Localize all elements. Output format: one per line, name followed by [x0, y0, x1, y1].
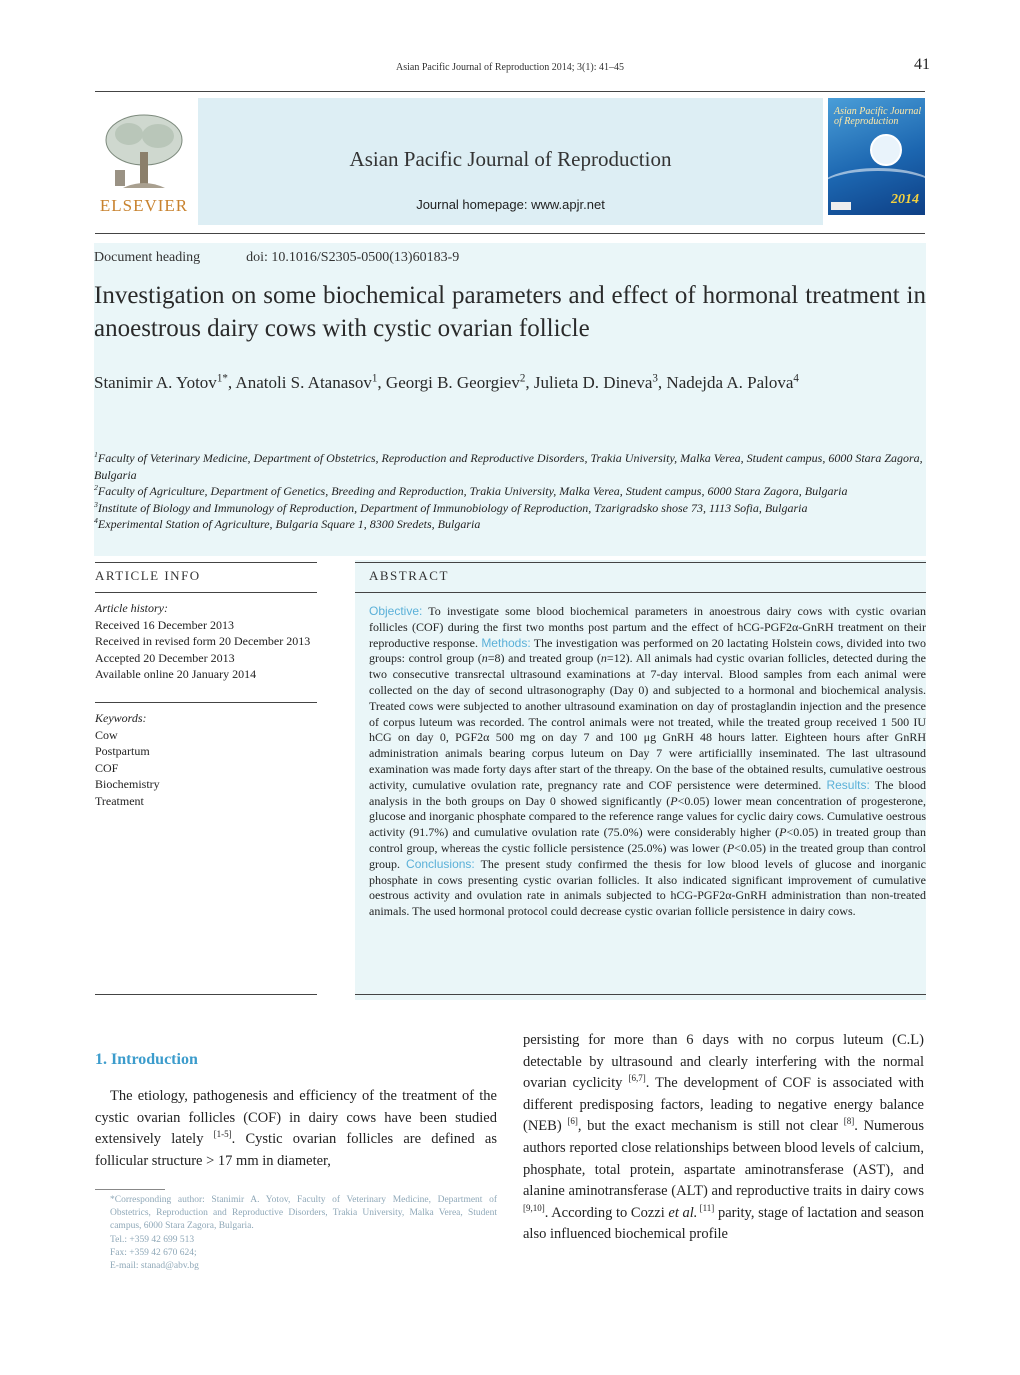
- keyword-item: Cow: [95, 727, 118, 742]
- citation-link[interactable]: [9,10]: [523, 1202, 545, 1213]
- affil-text: Faculty of Veterinary Medicine, Department of Obstetrics, Reproduction and Reproductive Disorders, Trakia University, Malka Verea, Student campus, 6000 Stara Zagora, Bulgaria: [94, 451, 923, 482]
- keyword-item: COF: [95, 760, 119, 775]
- conclusions-label: Conclusions:: [406, 856, 475, 871]
- author-affil-sup: 1*: [216, 372, 228, 385]
- results-text: <0.05) lower mean concentration of progesterone, glucose and inorganic phosphate compared to the reference range values for cyclic dairy cows. Cumulative oestrous activity (91.7%) and cumulative ovulation rate (75.0%) were considerably higher (: [369, 793, 926, 840]
- intro-text: parity, stage of lactation and season also influenced biochemical profile: [523, 1204, 924, 1243]
- results-text: P: [670, 793, 678, 808]
- affiliation-item: [94, 516, 926, 533]
- methods-text: =8) and treated group (: [487, 651, 601, 666]
- history-bottom-rule: [95, 702, 317, 703]
- introduction-heading: 1. Introduction: [95, 1051, 198, 1068]
- history-item: Available online 20 January 2014: [95, 667, 257, 681]
- header-rule: [95, 91, 925, 92]
- running-head: Asian Pacific Journal of Reproduction 2014; 3(1): 41–45: [395, 62, 624, 73]
- footnote-rule: [95, 1189, 165, 1190]
- affil-text: Institute of Biology and Immunology of Reproduction, Department of Immunobiology of Reproduction, Tzarigradsko shose 73, 1113 Sofia, Bulgaria: [97, 500, 808, 515]
- affiliation-item: [94, 450, 926, 483]
- intro-text: . Cystic ovarian follicles are defined as follicular structure > 17 mm in diameter,: [95, 1131, 497, 1169]
- article-info-bottom-rule: [95, 994, 317, 995]
- affil-text: Faculty of Agriculture, Department of Genetics, Breeding and Reproduction, Trakia University, Malka Verea, Student campus, 6000 Stara Zagora, Bulgaria: [97, 484, 848, 498]
- journal-cover-image: [828, 98, 925, 215]
- article-info-heading: ARTICLE INFO: [95, 568, 201, 583]
- intro-right-column: [523, 1030, 924, 1246]
- abstract-bottom-rule: [355, 994, 926, 995]
- citation-link[interactable]: [1-5]: [213, 1129, 232, 1140]
- affiliation-item: [94, 500, 926, 517]
- banner-bottom-rule: [95, 233, 925, 234]
- footnote-email[interactable]: E-mail: stanad@abv.bg: [110, 1261, 199, 1272]
- keyword-item: Postpartum: [95, 744, 150, 758]
- affiliation-item: [94, 483, 926, 500]
- results-text: The blood analysis in the both groups on Day 0 showed significantly (: [369, 777, 927, 808]
- results-text: P: [726, 840, 735, 855]
- document-heading-label: Document heading: [94, 250, 201, 265]
- article-info-top-rule: [95, 562, 317, 563]
- journal-homepage[interactable]: Journal homepage: www.apjr.net: [416, 197, 605, 212]
- intro-text: , but the exact mechanism is still not clear: [577, 1118, 844, 1135]
- intro-text: The etiology, pathogenesis and efficiency of the treatment of the cystic ovarian follicles (COF) in dairy cows have been studied extensively lately: [95, 1088, 497, 1148]
- methods-text: n: [600, 651, 607, 666]
- cover-barcode-icon: [831, 202, 851, 210]
- intro-text: . The development of COF is associated with different predisposing factors, leading to negative energy balance (NEB): [523, 1075, 924, 1135]
- author-name: Georgi B. Georgiev: [385, 373, 520, 392]
- author-affil-sup: 1: [371, 372, 378, 385]
- journal-title: Asian Pacific Journal of Reproduction: [349, 147, 672, 171]
- keywords-label: Keywords:: [95, 711, 147, 725]
- footnote-tel: Tel.: +359 42 699 513: [110, 1234, 195, 1245]
- affil-sup: 4: [94, 516, 98, 525]
- conclusions-text: The present study confirmed the thesis for low blood levels of glucose and inorganic phosphate in cows presenting cystic ovarian follicles. It also indicated significant improvement of cumulative oestrous activity and ovulation rate in animals subjected to hCG-PGF2α-GnRH administration than non-treated animals. The used hormonal protocol could decrease cystic ovarian follicle persistence in dairy cows.: [369, 856, 927, 919]
- objective-label: Objective:: [369, 604, 423, 618]
- affil-sup: 3: [94, 499, 98, 509]
- objective-text: To investigate some blood biochemical parameters in anoestrous dairy cows with cystic ovarian follicles (COF) during the first two months post partum and the effect of hCG-PGF2α-GnRH treatment on their reproductive response.: [369, 604, 926, 650]
- abstract-heading: ABSTRACT: [369, 568, 449, 583]
- methods-text: The investigation was performed on 20 lactating Holstein cows, divided into two groups: control group (: [369, 635, 927, 666]
- article-history: [95, 600, 315, 683]
- results-text: P: [779, 825, 787, 840]
- author-name: Julieta D. Dineva: [533, 373, 653, 392]
- history-item: Accepted 20 December 2013: [95, 650, 235, 665]
- intro-text: persisting for more than 6 days with no corpus luteum (C.L) detectable by ultrasound and clearly interfering with the normal ovarian cyclicity: [523, 1032, 924, 1092]
- history-label: Article history:: [95, 601, 168, 615]
- elsevier-logo: [95, 108, 193, 216]
- affiliations: [94, 450, 926, 533]
- intro-text: . According to Cozzi: [544, 1204, 669, 1221]
- doi[interactable]: doi: 10.1016/S2305-0500(13)60183-9: [246, 250, 460, 265]
- abstract-top-rule: [355, 562, 926, 563]
- keyword-item: Treatment: [95, 793, 144, 808]
- intro-left-column: [95, 1086, 497, 1172]
- page-number: 41: [914, 56, 930, 73]
- citation-link[interactable]: [6,7]: [628, 1073, 646, 1084]
- author-name: Nadejda A. Palova: [666, 373, 794, 392]
- history-item: Received 16 December 2013: [95, 617, 234, 632]
- keywords: [95, 710, 315, 809]
- corresponding-author: *Corresponding author: Stanimir A. Yotov, Faculty of Veterinary Medicine, Department of Obstetrics, Reproduction and Reproductive Disorders, Trakia University, Malka Verea, Student campus, 6000 Stara Zagora, Bulgaria.: [110, 1195, 497, 1232]
- author-list: Stanimir A. Yotov$^{1*}$, Anatoli S. Atanasov$^1$, Georgi B. Georgiev$^2$, Julieta D. Dineva$^3$, Nadejda A. Palova$^4$: [94, 372, 799, 392]
- affil-text: Experimental Station of Agriculture, Bulgaria Square 1, 8300 Sredets, Bulgaria: [97, 517, 481, 531]
- affil-sup: 1: [94, 450, 98, 459]
- methods-label: Methods:: [481, 635, 531, 650]
- author-affil-sup: 4: [793, 372, 799, 385]
- citation-link[interactable]: [6]: [567, 1116, 578, 1127]
- document-heading-line: [94, 250, 459, 266]
- citation-link[interactable]: [8]: [843, 1116, 855, 1127]
- corresponding-footnote: [95, 1194, 497, 1273]
- citation-link[interactable]: [11]: [697, 1202, 715, 1213]
- results-text: <0.05) in the treated group than control group.: [369, 840, 926, 871]
- keyword-item: Biochemistry: [95, 777, 160, 791]
- results-label: Results:: [826, 777, 870, 792]
- methods-text: n: [481, 651, 488, 666]
- methods-text: =12). All animals had cystic ovarian follicles, detected during the two consecutive transrectal ultrasound examinations at 7-day interval. Blood samples from each animal were collected on the day of second ultrasonography (Day 0) and subjected to a hormonal and biochemical analysis. Treated cows were subjected to another ultrasound examination on day of prostaglandin injection and the presence of corpus luteum was recorded. The control animals were not treated, while the treated group received 1 500 IU hCG on day 0, PGF2α 500 mg on day 7 and 100 μg GnRH 48 hours latter. Eighteen hours after GnRH administration animals bearing corpus luteum on Day 7 were artificiallly inseminated. The last ultrasound examination was made forty days after start of the threapy. On the base of the obtained results, cumulative oestrous activity, cumulative ovulation rate, pregnancy rate and COF persistence were determined.: [369, 651, 926, 792]
- cover-title: Asian Pacific Journal of Reproduction: [834, 106, 922, 127]
- abstract-body: [369, 604, 926, 920]
- article-info-head-rule: [95, 592, 317, 593]
- history-item: Received in revised form 20 December 2013: [95, 634, 311, 648]
- intro-text: et al.: [668, 1204, 698, 1221]
- footnote-fax: Fax: +359 42 670 624;: [110, 1247, 197, 1258]
- author-name: Anatoli S. Atanasov: [235, 373, 372, 392]
- results-text: <0.05) in treated group than control group, whereas the cystic follicle persistence (25.0%) was lower (: [369, 825, 926, 855]
- intro-text: . Numerous authors reported close relationships between blood levels of calcium, phosphate, total protein, aspartate aminotransferase (AST), and alanine aminotransferase (ALT) and reproductive traits in dairy cows: [523, 1118, 924, 1200]
- elsevier-tree-icon: [103, 112, 185, 194]
- author-affil-sup: 2: [519, 372, 526, 385]
- elsevier-wordmark: ELSEVIER: [99, 196, 189, 215]
- cover-year: 2014: [891, 192, 919, 207]
- author-name: Stanimir A. Yotov: [94, 373, 217, 392]
- author-affil-sup: 3: [652, 372, 658, 385]
- abstract-head-rule: [355, 592, 926, 593]
- affil-sup: 2: [94, 483, 98, 492]
- article-title: Investigation on some biochemical parameters and effect of hormonal treatment in anoestrous dairy cows with cystic ovarian follicle: [94, 282, 926, 342]
- cover-emblem-icon: [870, 134, 902, 166]
